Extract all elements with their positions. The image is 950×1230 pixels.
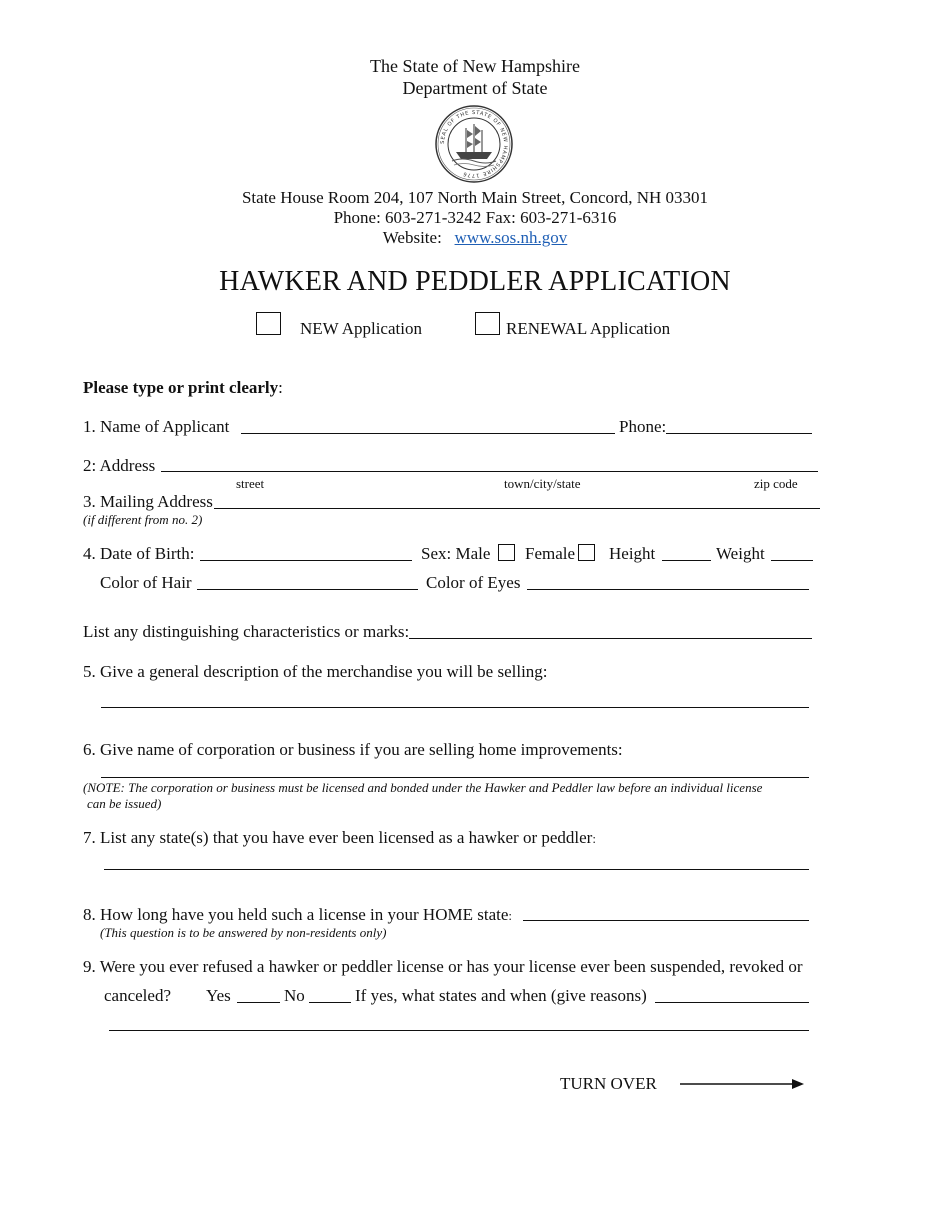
instructions xyxy=(83,378,283,398)
phone-fax: Phone: 603-271-3242 Fax: 603-271-6316 xyxy=(333,208,617,227)
address-town-caption: town/city/state xyxy=(504,476,581,491)
instructions-colon: : xyxy=(278,378,283,397)
q9-line1: 9. Were you ever refused a hawker or peddler license or has your license ever been suspended, revoked or xyxy=(83,957,803,976)
eye-color-field[interactable] xyxy=(527,589,809,590)
renewal-application-label: RENEWAL Application xyxy=(506,319,671,338)
q7-colon: : xyxy=(592,831,596,846)
form-title: HAWKER AND PEDDLER APPLICATION xyxy=(219,266,731,297)
seal-text: SEAL OF THE STATE OF NEW HAMPSHIRE 1776 xyxy=(439,109,509,179)
new-application-checkbox[interactable] xyxy=(256,312,281,335)
q4-sex-label: Sex: Male xyxy=(421,544,491,563)
office-address: State House Room 204, 107 North Main Street, Concord, NH 03301 xyxy=(241,188,709,207)
marks-label: List any distinguishing characteristics or marks: xyxy=(83,622,410,641)
state-seal xyxy=(434,104,514,184)
corporation-name-field[interactable] xyxy=(101,777,809,778)
address-field[interactable] xyxy=(161,471,818,472)
q3-note: (if different from no. 2) xyxy=(83,512,203,527)
new-application-label: NEW Application xyxy=(300,319,422,338)
q8-text: 8. How long have you held such a license in your HOME state xyxy=(83,905,509,924)
q4-weight-label: Weight xyxy=(716,544,765,563)
arrow-right-icon xyxy=(680,1077,805,1091)
website-line xyxy=(0,228,950,248)
state-name: The State of New Hampshire xyxy=(370,56,580,76)
date-of-birth-field[interactable] xyxy=(200,560,412,561)
mailing-address-field[interactable] xyxy=(214,508,820,509)
address-zip-caption: zip code xyxy=(754,476,798,491)
q4-hair-label: Color of Hair xyxy=(100,573,192,592)
female-checkbox[interactable] xyxy=(578,544,595,561)
q4-eyes-label: Color of Eyes xyxy=(426,573,521,592)
website-link[interactable]: www.sos.nh.gov xyxy=(454,228,568,247)
hair-color-field[interactable] xyxy=(197,589,418,590)
q9-ifyes-label: If yes, what states and when (give reasons) xyxy=(355,986,647,1005)
q1-phone-label: Phone: xyxy=(619,417,667,436)
address-street-caption: street xyxy=(236,476,265,491)
height-field[interactable] xyxy=(662,560,711,561)
licensed-states-field[interactable] xyxy=(104,869,809,870)
q2-label: 2: Address xyxy=(83,456,156,475)
q9-reasons-continued-field[interactable] xyxy=(109,1030,809,1031)
instructions-bold: Please type or print clearly xyxy=(83,378,279,397)
website-label: Website: xyxy=(382,228,442,247)
male-checkbox[interactable] xyxy=(498,544,515,561)
phone-field[interactable] xyxy=(666,433,812,434)
q4-dob-label: 4. Date of Birth: xyxy=(83,544,195,563)
home-state-duration-field[interactable] xyxy=(523,920,809,921)
q8-colon: : xyxy=(508,908,513,923)
q6-note-line1: (NOTE: The corporation or business must be licensed and bonded under the Hawker and Peddler law before an individual license xyxy=(83,780,763,795)
q4-height-label: Height xyxy=(609,544,656,563)
q9-no-field[interactable] xyxy=(309,1002,351,1003)
q9-canceled-label: canceled? xyxy=(104,986,171,1005)
q9-no-label: No xyxy=(284,986,305,1005)
seal-icon xyxy=(434,104,514,184)
distinguishing-marks-field[interactable] xyxy=(409,638,812,639)
q7-text: 7. List any state(s) that you have ever been licensed as a hawker or peddler xyxy=(83,828,593,847)
q1-label: 1. Name of Applicant xyxy=(83,417,230,436)
q9-yes-field[interactable] xyxy=(237,1002,280,1003)
q5-label: 5. Give a general description of the merchandise you will be selling: xyxy=(83,662,548,681)
q8-label xyxy=(83,905,512,925)
q6-note-line2: can be issued) xyxy=(87,796,162,811)
q6-label: 6. Give name of corporation or business if you are selling home improvements: xyxy=(83,740,623,759)
q3-label: 3. Mailing Address xyxy=(83,492,213,511)
renewal-application-checkbox[interactable] xyxy=(475,312,500,335)
applicant-name-field[interactable] xyxy=(241,433,615,434)
q4-female-label: Female xyxy=(525,544,576,563)
q9-yes-label: Yes xyxy=(206,986,231,1005)
q9-reasons-field[interactable] xyxy=(655,1002,809,1003)
merchandise-description-field[interactable] xyxy=(101,707,809,708)
weight-field[interactable] xyxy=(771,560,813,561)
turn-over-label: TURN OVER xyxy=(560,1074,657,1093)
q8-note: (This question is to be answered by non-residents only) xyxy=(100,925,387,940)
department-name: Department of State xyxy=(402,78,548,98)
q7-label xyxy=(83,828,596,848)
